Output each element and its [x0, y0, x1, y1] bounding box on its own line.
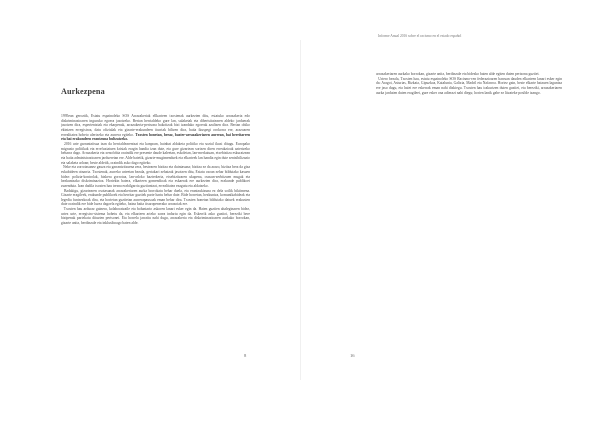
paragraph-text: 2016 urte garrantzitsua izan da herrialdearentzat eta kanpoan, hainbat aldaketa politiko eta sozial ikusi ditugu. Europako migrazio politikak eta errefuxiatuen krisiak eragin handia izan dute, eta gure gizartean sortzen diren erreakzioak aztertzeko beharra dago. Arrazakeria eta xenofobia oraindik ere presente daude kaleetan, eskoletan, lan-merkatuan, etxebizitza eskuratzean eta baita administrazioaren jardueretan ere. Alde batetik, gizarte-mugimenduek eta elkarteek lan handia egin dute sentsibilizazio eta salaketa arloan; beste aldetik, oraindik asko dago egiteko.	[61, 141, 250, 165]
paragraph	[61, 114, 250, 142]
right-page	[300, 0, 600, 424]
paragraph	[61, 142, 250, 165]
paragraph-text: arrazakeriaren aurkako borrokan, gizarte anitz, berdinzale eta bidezko baten alde egiten duten pertsona guztiei.	[376, 72, 540, 76]
right-body-text	[376, 72, 562, 152]
running-head: Informe Anual 2016 sobre el racismo en el estado español	[378, 34, 462, 38]
paragraph-text: Urtero bezala, Txosten hau, estatu espainoleko SOS Racismo-ren federazioaren barruan dauden elkarteen lanari esker egin da: Aragoi, Asturias, Bizkaia, Gipuzkoa, Katalunia, Galizia, Madril eta Nafarroa. Horiez gain, beste elkarte batzuen laguntza ere jaso dugu, eta haiei ere eskerrak eman nahi dizkiegu. Txosten hau irakurtzen duten guztiei, eta bereziki, arrazakeriaren aurka jarduten duten eragileei, gure esker ona adierazi nahi diegu; horien lanik gabe ez litzateke posible izango.	[376, 76, 562, 95]
paragraph-text: 1995ean geroztik, Estatu espainoleko SOS Arrazakeriak ellkarteen txostenak aurkezten ditu, estatuko arrazakeria edo diskriminazioaren inguruko egoera jasotzeko. Bertan herrialdeko gure lan, salaketak eta dibertsitatearen aldeko jarduerak jasotzen dira, esperientziak eta ekarpenak, arrazakeria-pertsona bakoitzak bizi izandako egoerak azaltzen dira. Bertan ohiko ekintzen erregistroa, datu ofizialak eta gizarte-erakundeen iturriak biltzen dira, baita ikuspegi orokorra ere, arazoaren errealitatea hobeto ulertzeko eta aurrera egiteko.	[61, 114, 250, 137]
paragraph	[376, 77, 562, 96]
page-number: 8	[244, 353, 247, 358]
paragraph-text: Badakigu, gizartearen osotasunak arrazakeriaren aurka borrokatu behar duela, eta erantzukizuna ez dela soilik biktimena. Gizarte eragileek, erakunde publikoek eta herritar guztiek parte hartu behar dute. Bide horretan, hezkuntza, komunikabideak eta legedia funtsezkoak dira, eta horietan guztietan aurrerapausoak eman behar dira. Txosten honetan bildutako datuek erakusten dute oraindik ere bide luzea dagoela egiteko, baina baita itxaropenerako arrazoiak ere.	[61, 188, 250, 207]
paragraph-text: Txosten hau arduraz gainera, kolaboratzaile eta boluntario askoren lanari esker egin da. Haien guztien ahaleginaren bidez, urtez urte, erregistro-sistema hobetu da, eta elkarteen arteko sarea indartu egin da. Eskerrik asko guztioi, bereziki bere bizipenak partekatu dituzten pertsonei. Eta horrela jarraitu nahi dugu, arrazakeria eta diskriminazioaren aurkako borrokan, gizarte anitz, berdinzale eta inklusiboago baten alde.	[61, 207, 250, 226]
paragraph-bold-text: Txosten honetan, beraz, bazter-arrazakeriaren aurrean, bai herritarren eta bai erakundeen erantzuna bultzatzeko.	[61, 132, 250, 142]
paragraph	[61, 165, 250, 188]
paragraph-text: Neke eta zorrotasunez gauza eta garrantzitsuena zera, bestearen bizitza eta duintasuna; bizitza ez da arazo, bizitza bera da giza eskubideen oinarria. Txostenak, aurreko urteetan bezala, gertakari zehatzak jasotzen ditu, Estatu osoan zehar bildutako kasuen bidez: polizia-kontrolak, hizkera gorrotoa, lan-arloko bazterkeria, etxebizitzaren ukapena, osasun-zerbitzuen mugak eta hezkuntzako diskriminazioa. Horiekin batera, elkarteen gomendioak eta eskaerak ere aurkezten dira, erakunde publikoei zuzenduta. Izan dadila txosten hau tresna erabilgarria guztiontzat, errealitatea ezagutu eta aldatzeko.	[61, 165, 250, 188]
paragraph	[61, 207, 250, 226]
section-heading: Aurkezpena	[61, 87, 105, 96]
paragraph	[61, 189, 250, 208]
page-number: 16	[350, 353, 355, 358]
left-body-text	[61, 114, 250, 406]
